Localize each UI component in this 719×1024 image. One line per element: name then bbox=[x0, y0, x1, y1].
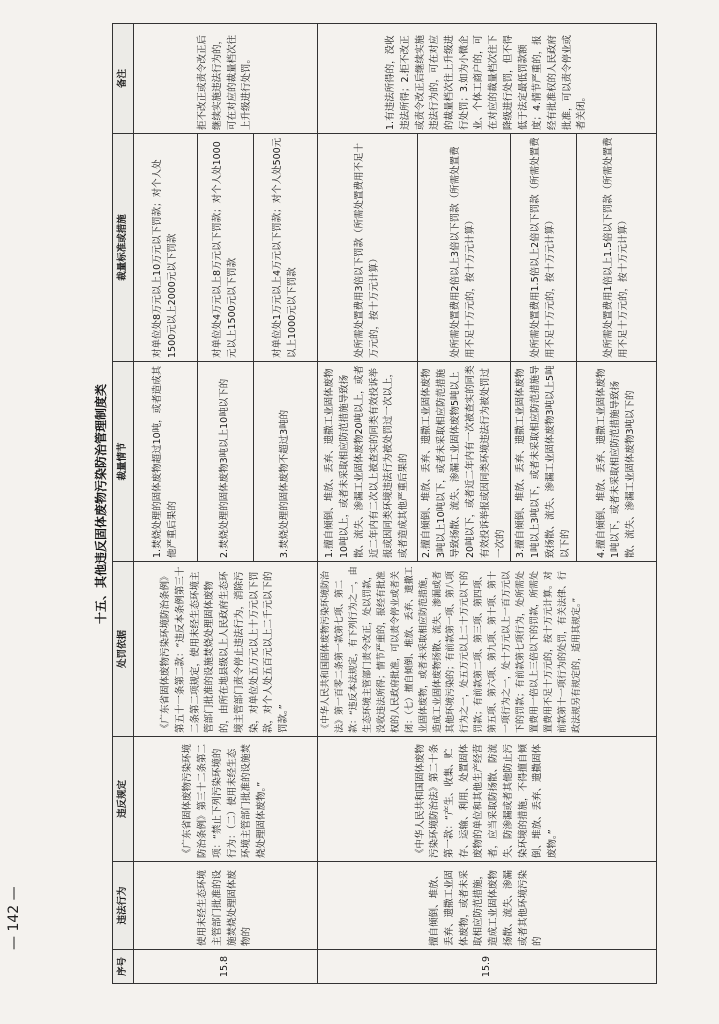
header-standard: 裁量标准或措施 bbox=[113, 134, 134, 362]
table-row bbox=[318, 24, 418, 984]
circumstance: 1.擅自倾倒、堆放、丢弃、遗撒工业固体废物10吨以上，或者未采取相应防范措施导致扬散、流失、渗漏工业固体废物20吨以上，或者近二年内有二次以上被查实的同类有效投诉举报或因同类环境违法行为被处罚过一次以上，或者造成其他严重后果的 bbox=[318, 362, 418, 562]
standard: 处所需处置费用1.5倍以上2倍以下罚款（所需处置费用不足十万元的，按十万元计算） bbox=[511, 134, 577, 362]
circumstance: 3.擅自倾倒、堆放、丢弃、遗撒工业固体废物1吨以上3吨以下，或者未采取相应防范措施导致扬散、流失、渗漏工业固体废物3吨以上5吨以下的 bbox=[511, 362, 577, 562]
penalty-basis: 《广东省固体废物污染环境防治条例》第五十一条第二款：“违反本条例第三十二条第二项规定，使用未经生态环境主管部门批准的设施焚烧处理固体废物的，由所在地县级以上人民政府生态环境主管部门责令停止违法行为，消除污染，对单位处五万元以上十万元以下罚款，对个人处五百元以上二千元以下的罚款。” bbox=[134, 562, 318, 737]
standard: 处所需处置费用3倍以下罚款（所需处置费用不足十万元的，按十万元计算） bbox=[318, 134, 418, 362]
header-no: 序号 bbox=[113, 950, 134, 984]
header-basis: 处罚依据 bbox=[113, 562, 134, 737]
header-act: 违法行为 bbox=[113, 862, 134, 950]
page-number: — 142 — bbox=[6, 886, 22, 950]
circumstance: 2.擅自倾倒、堆放、丢弃、遗撒工业固体废物3吨以上10吨以下，或者未采取相应防范措施导致扬散、流失、渗漏工业固体废物5吨以上20吨以下，或者近二年内有一次被查实的同类有效投诉举报或因同类环境违法行为被处罚过一次的 bbox=[418, 362, 511, 562]
violated-rule: 《中华人民共和国固体废物污染环境防治法》第二十条第一款：“产生、收集、贮存、运输、利用、处置固体废物的单位和其他生产经营者，应当采取防扬散、防流失、防渗漏或者其他防止污染环境的措施，不得擅自倾倒、堆放、丢弃、遗撒固体废物。” bbox=[318, 737, 657, 862]
violation-act: 擅自倾倒、堆放、丢弃、遗撒工业固体废物，或者未采取相应防范措施，造成工业固体废物扬散、流失、渗漏或者其他环境污染的 bbox=[318, 862, 657, 950]
circumstance: 4.擅自倾倒、堆放、丢弃、遗撒工业固体废物1吨以下，或者未采取相应防范措施导致扬散、流失、渗漏工业固体废物3吨以下的 bbox=[577, 362, 657, 562]
table-row bbox=[134, 24, 198, 984]
standard: 处所需处置费用1倍以上1.5倍以下罚款（所需处置费用不足十万元的，按十万元计算） bbox=[577, 134, 657, 362]
header-rule: 违反规定 bbox=[113, 737, 134, 862]
circumstance: 3.焚烧处理的固体废物不超过3吨的 bbox=[254, 362, 318, 562]
penalty-table bbox=[112, 23, 657, 984]
violated-rule: 《广东省固体废物污染环境防治条例》第三十二条第二项：“禁止下列污染环境的行为：（二）使用未经生态环境主管部门批准的设施焚烧处理固体废物。” bbox=[134, 737, 318, 862]
standard: 处所需处置费用2倍以上3倍以下罚款（所需处置费用不足十万元的，按十万元计算） bbox=[418, 134, 511, 362]
penalty-basis: 《中华人民共和国固体废物污染环境防治法》第一百零二条第一款第七项、第二款：“违反本法规定，有下列行为之一，由生态环境主管部门责令改正，处以罚款，没收违法所得；情节严重的，报经有批准权的人民政府批准，可以责令停业或者关闭：（七）擅自倾倒、堆放、丢弃、遗撒工业固体废物，或者未采取相应防范措施，造成工业固体废物扬散、流失、渗漏或者其他环境污染的；有前款第一项、第八项行为之一，处五万元以上二十万元以下的罚款；有前款第二项、第三项、第四项、第五项、第六项、第九项、第十项、第十一项行为之一，处十万元以上一百万元以下的罚款；有前款第七项行为，处所需处置费用一倍以上三倍以下的罚款，所需处置费用不足十万元的，按十万元计算。对前款第十一项行为的处罚，有关法律、行政法规另有规定的，适用其规定。” bbox=[318, 562, 657, 737]
remark: 拒不改正或责令改正后继续实施违法行为的，可在对应的裁量档次往上升级进行处罚。 bbox=[134, 24, 318, 134]
row-number: 15.9 bbox=[318, 950, 657, 984]
header-remark: 备注 bbox=[113, 24, 134, 134]
section-title: 十五、其他违反固体废物污染防治管理制度类 bbox=[94, 384, 108, 625]
violation-act: 使用未经生态环境主管部门批准的设施焚烧处理固体废物的 bbox=[134, 862, 318, 950]
standard: 对单位处4万元以上8万元以下罚款；对个人处1000元以上1500元以下罚款 bbox=[198, 134, 254, 362]
circumstance: 1.焚烧处理的固体废物超过10吨，或者造成其他严重后果的 bbox=[134, 362, 198, 562]
header-row bbox=[113, 24, 134, 984]
remark: 1.有违法所得的，没收违法所得；2.拒不改正或责令改正后继续实施违法行为的，可在对应的裁量档次往上升级进行处罚；3.如为小微企业、个体工商户的，可在对应的裁量档次往下降级进行处罚，但不得低于法定最低罚款额度；4.情节严重的，报经有批准权的人民政府批准，可以责令停业或者关闭。 bbox=[318, 24, 657, 134]
circumstance: 2.焚烧处理的固体废物3吨以上10吨以下的 bbox=[198, 362, 254, 562]
header-circumstance: 裁量情节 bbox=[113, 362, 134, 562]
standard: 对单位处1万元以上4万元以下罚款；对个人处500元以上1000元以下罚款 bbox=[254, 134, 318, 362]
row-number: 15.8 bbox=[134, 950, 318, 984]
standard: 对单位处8万元以上10万元以下罚款；对个人处1500元以上2000元以下罚款 bbox=[134, 134, 198, 362]
rotated-page bbox=[90, 24, 705, 984]
